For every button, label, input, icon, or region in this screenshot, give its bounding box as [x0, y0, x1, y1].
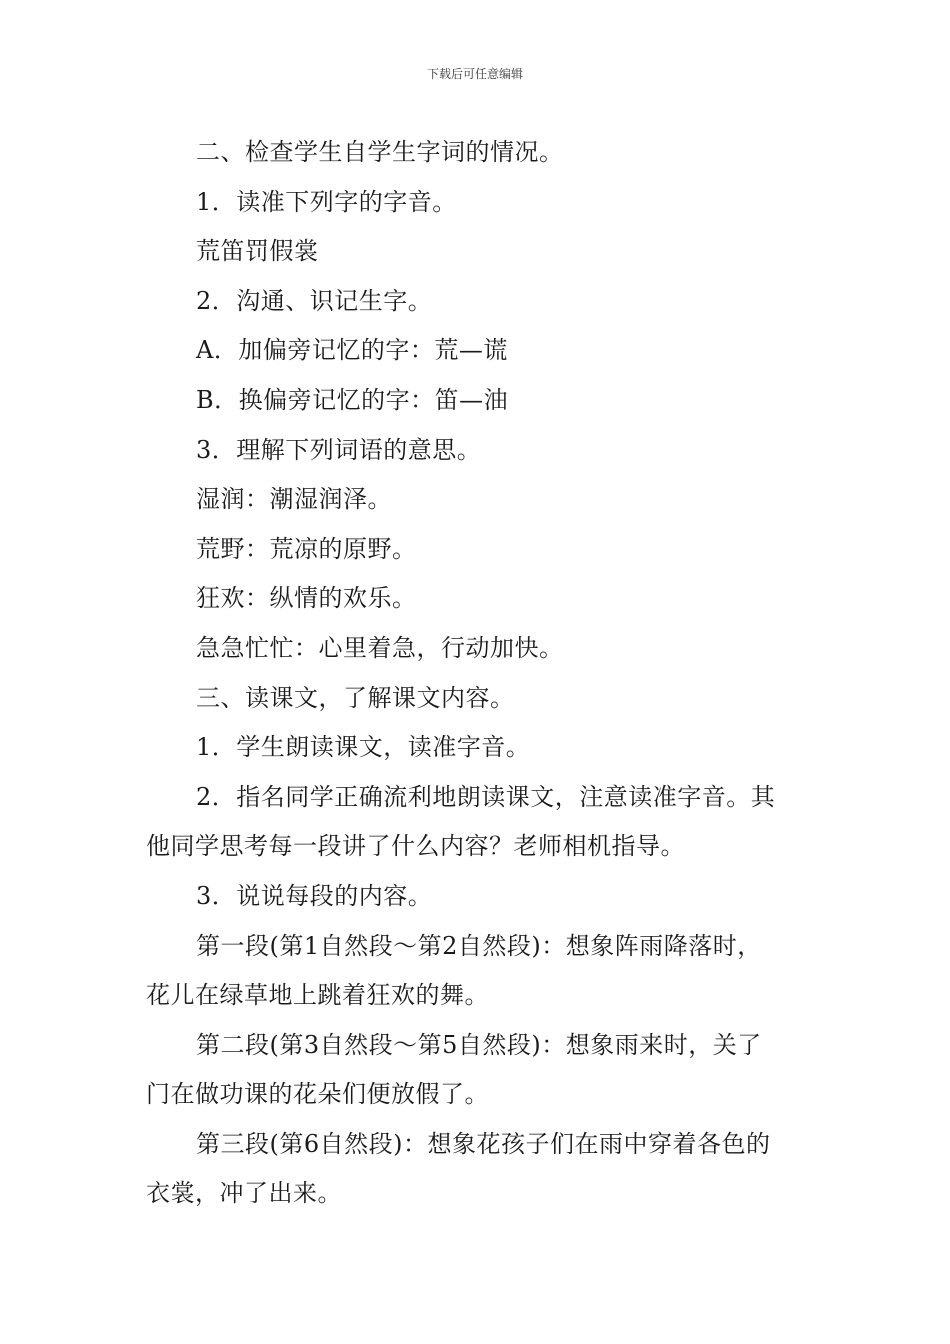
text-line: 荒笛罚假裳	[196, 237, 319, 266]
text-line: 1．学生朗读课文，读准字音。	[196, 733, 531, 762]
text-line: 他同学思考每一段讲了什么内容？老师相机指导。	[146, 832, 685, 861]
text-line: 3．理解下列词语的意思。	[196, 435, 482, 464]
text-line: 狂欢：纵情的欢乐。	[196, 584, 417, 613]
text-line: 三、读课文，了解课文内容。	[196, 683, 515, 712]
text-line: 2．沟通、识记生字。	[196, 286, 433, 315]
text-line: 急急忙忙：心里着急，行动加快。	[196, 633, 564, 662]
text-line: 3．说说每段的内容。	[196, 881, 433, 910]
text-line: 1．读准下列字的字音。	[196, 187, 457, 216]
text-line: 门在做功课的花朵们便放假了。	[146, 1080, 489, 1109]
text-line: 二、检查学生自学生字词的情况。	[196, 138, 564, 166]
text-line: 荒野：荒凉的原野。	[196, 534, 417, 563]
text-line: 湿润：潮湿润泽。	[196, 485, 392, 514]
text-line: A．加偏旁记忆的字：荒—谎	[196, 336, 508, 365]
text-line: 2．指名同学正确流利地朗读课文，注意读准字音。其	[196, 782, 776, 811]
page-header: 下载后可任意编辑	[426, 67, 523, 81]
text-line: 衣裳，冲了出来。	[146, 1179, 342, 1208]
text-line: 第三段(第6自然段)：想象花孩子们在雨中穿着各色的	[196, 1129, 771, 1158]
text-line: 花儿在绿草地上跳着狂欢的舞。	[146, 981, 489, 1010]
text-line: 第二段(第3自然段～第5自然段)：想象雨来时，关了	[196, 1030, 762, 1059]
document-body	[146, 128, 810, 1219]
text-line: B．换偏旁记忆的字：笛—油	[196, 385, 509, 414]
text-line: 第一段(第1自然段～第2自然段)：想象阵雨降落时，	[196, 931, 762, 960]
